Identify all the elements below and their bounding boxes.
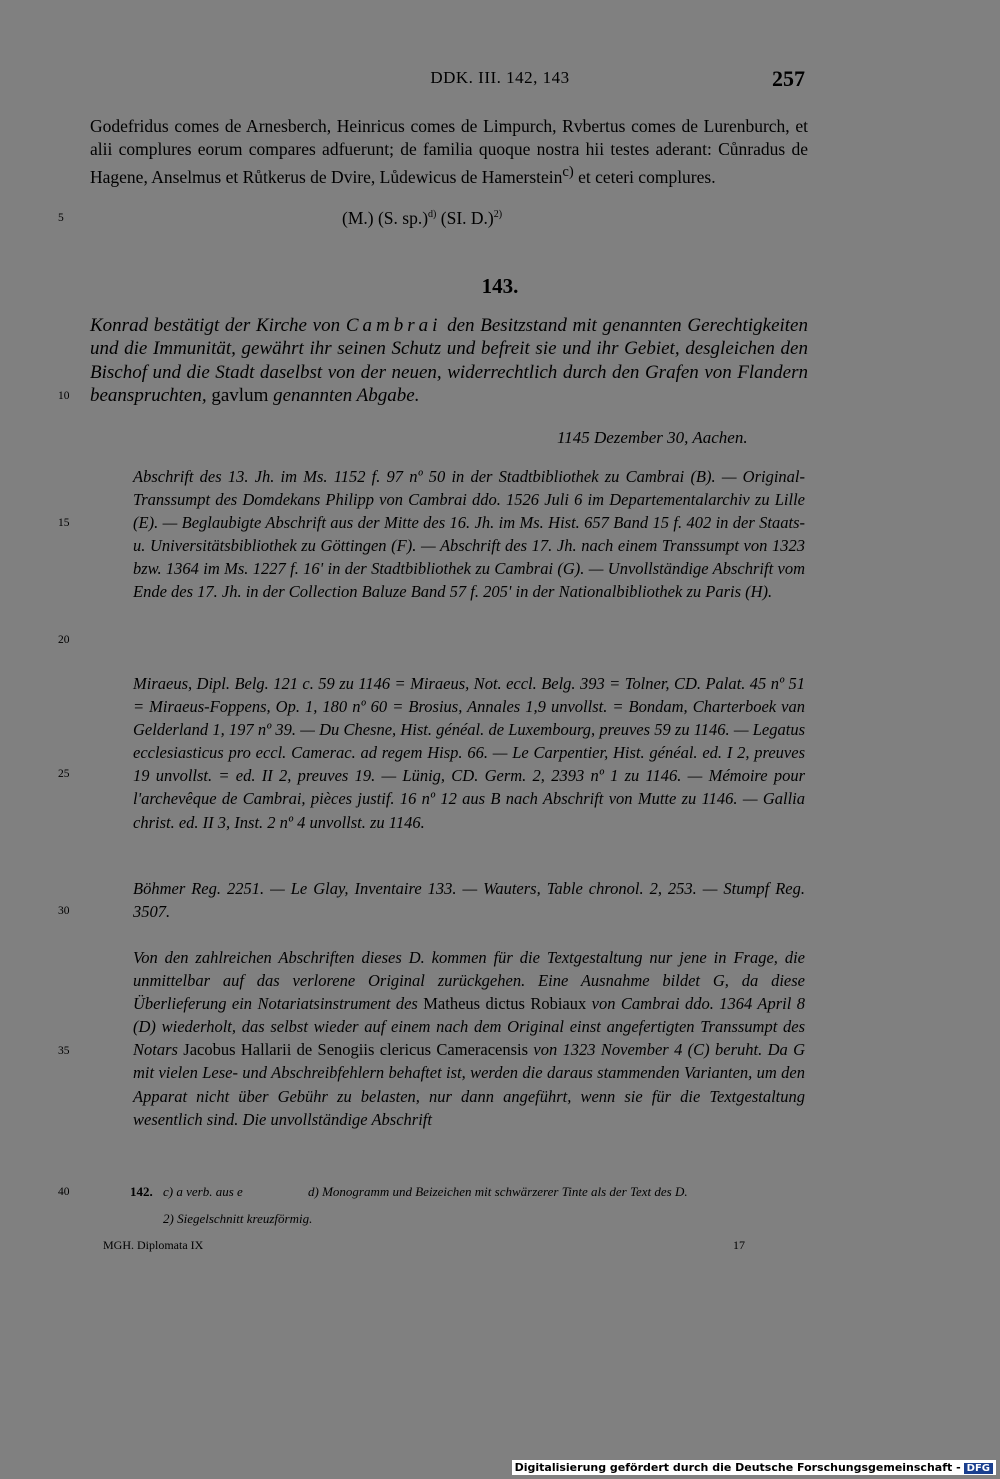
tradition-paragraph: Abschrift des 13. Jh. im Ms. 1152 f. 97 nº 50 in der Stadtbibliothek zu Cambrai (B). — Original-Transsumpt des Domdekans Philipp von Cambrai ddo. 1526 Juli 6 im Departementalarchiv zu Lille (E). — Beglaubigte Abschrift aus der Mitte des 16. Jh. im Ms. Hist. 657 Band 15 f. 402 in der Staats- u. Universitätsbibliothek zu Göttingen (F). — Abschrift des 17. Jh. nach einem Transsumpt von 1323 bzw. 1364 im Ms. 1227 f. 16' in der Stadtbibliothek zu Cambrai (G). — Unvollständige Abschrift vom Ende des 17. Jh. in der Collection Baluze Band 57 f. 205' in der Nationalbibliothek zu Paris (H). xyxy=(133,467,805,602)
dateline: 1145 Dezember 30, Aachen. xyxy=(557,428,748,447)
commentary-paragraph: Von den zahlreichen Abschriften dieses D. kommen für die Textgestaltung nur jene in Frage, die unmittelbar auf das verlorene Original zurückgehen. Eine Ausnahme bildet G, da diese Überlieferung ein Notariatsinstrument des Matheus dictus Robiaux von Cambrai ddo. 1364 April 8 (D) wiederholt, das selbst wieder auf einem nach dem Original einst angefertigten Transsumpt des Notars Jacobus Hallarii de Senogiis clericus Cameracensis von 1323 November 4 (C) beruht. Da G mit vielen Lese- und Abschreibfehlern behaftet ist, werden die daraus stammenden Varianten, um den Apparat nicht über Gebühr zu belasten, nur dann angeführt, wenn sie für die Textgestaltung wesentlich sind. Die unvollständige Abschrift xyxy=(133,948,806,1129)
line-number-5: 5 xyxy=(58,212,64,224)
line-number-35: 35 xyxy=(58,1045,70,1057)
signum-line: (M.) (S. sp.)$^{d)}$ (SI. D.)$^{2)}$ xyxy=(342,208,503,228)
running-header: DDK. III. 142, 143 xyxy=(430,68,570,87)
footnote-c: c) a verb. aus e xyxy=(163,1184,243,1199)
line-number-25: 25 xyxy=(58,768,70,780)
document-number: 143. xyxy=(481,274,519,298)
line-number-40: 40 xyxy=(58,1186,70,1198)
footnote-marker-c: c) xyxy=(562,164,574,181)
footer-series: MGH. Diplomata IX xyxy=(103,1238,204,1252)
line-number-20: 20 xyxy=(58,634,70,646)
regesta-paragraph: Böhmer Reg. 2251. — Le Glay, Inventaire 133. — Wauters, Table chronol. 2, 253. — Stumpf Reg. 3507. xyxy=(133,879,805,922)
place-name: Cambrai xyxy=(345,315,442,336)
opening-paragraph: Godefridus comes de Arnesberch, Heinricus comes de Limpurch, Rvbertus comes de Lurenburch, et alii complures eorum compares adfuerunt; de familia quoque nostra hii testes aderant: Cůnradus de Hagene, Anselmus et Růtkerus de Dvire, Lůdewicus de Hamerstein$^{c)}$ et ceteri complures. xyxy=(90,116,808,188)
footnote-ref: 142. xyxy=(130,1184,153,1199)
line-number-30: 30 xyxy=(58,905,70,917)
dfg-logo: DFG xyxy=(964,1463,993,1474)
footnote-2: 2) Siegelschnitt kreuzförmig. xyxy=(163,1211,313,1226)
regest-summary: Konrad bestätigt der Kirche von Cambrai den Besitzstand mit genannten Gerechtigkeiten und die Immunität, gewährt ihr seinen Schutz und befreit sie und ihr Gebiet, desgleichen den Bischof und die Stadt daselbst von der neuen, widerrechtlich durch den Grafen von Flandern beanspruchten, gavlum genannten Abgabe. xyxy=(90,315,808,406)
footer-sheet-number: 17 xyxy=(733,1238,745,1252)
footnote-d: d) Monogramm und Beizeichen mit schwärzerer Tinte als der Text des D. xyxy=(308,1184,688,1199)
line-number-15: 15 xyxy=(58,517,70,529)
gavlum-term: gavlum xyxy=(211,384,269,406)
page-number: 257 xyxy=(772,66,805,91)
editions-paragraph: Miraeus, Dipl. Belg. 121 c. 59 zu 1146 = Miraeus, Not. eccl. Belg. 393 = Tolner, CD. Palat. 45 nº 51 = Miraeus-Foppens, Op. 1, 180 nº 60 = Brosius, Annales 1,9 unvollst. = Bondam, Charterboek van Gelderland 1, 197 nº 39. — Du Chesne, Hist. généal. de Luxembourg, preuves 59 zu 1146. — Legatus ecclesiasticus pro eccl. Camerac. ad regem Hisp. 66. — Le Carpentier, Hist. généal. ed. I 2, preuves 19 unvollst. = ed. II 2, preuves 19. — Lünig, CD. Germ. 2, 2393 nº 1 zu 1146. — Mémoire pour l'archevêque de Cambrai, pièces justif. 16 nº 12 aus B nach Abschrift von Mutte zu 1146. — Gallia christ. ed. II 3, Inst. 2 nº 4 unvollst. zu 1146. xyxy=(133,674,805,832)
dfg-watermark: Digitalisierung gefördert durch die Deutsche Forschungsgemeinschaft - DFG xyxy=(512,1460,996,1475)
line-number-10: 10 xyxy=(58,390,70,402)
